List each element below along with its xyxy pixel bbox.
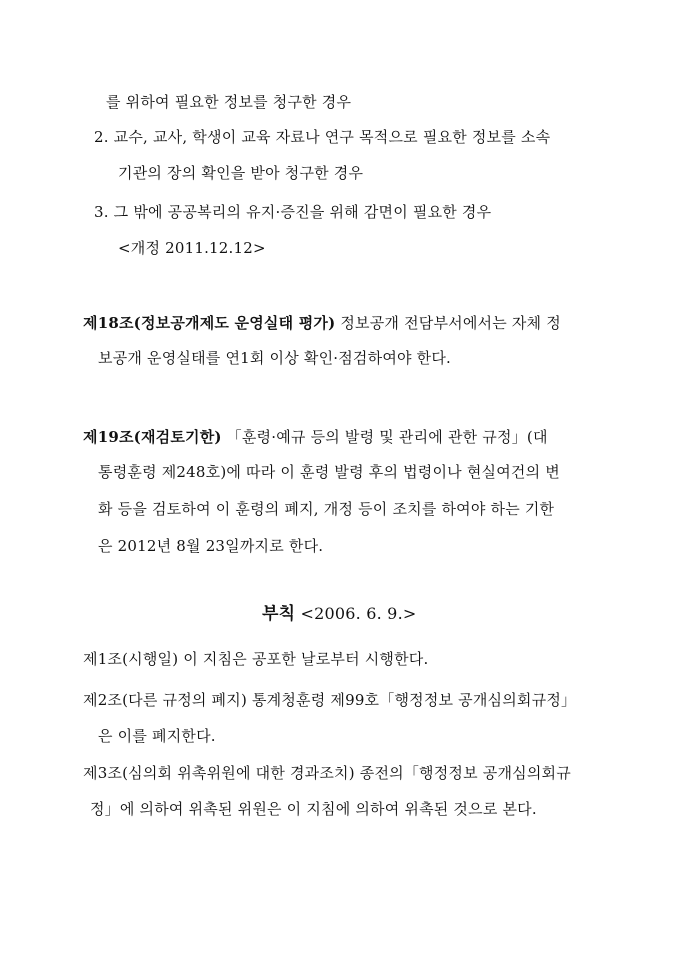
appendix-article-2: 제2조(다른 규정의 폐지) 통계청훈령 제99호「행정정보 공개심의회규정」 bbox=[83, 691, 577, 709]
article-18-text: 보공개 운영실태를 연1회 이상 확인·점검하여야 한다. bbox=[98, 349, 452, 367]
appendix-article-2-cont: 은 이를 폐지한다. bbox=[98, 727, 216, 745]
list-item-2: 2. 교수, 교사, 학생이 교육 자료나 연구 목적으로 필요한 정보를 소속 bbox=[94, 128, 551, 146]
appendix-article-3-cont: 정」에 의하여 위촉된 위원은 이 지침에 의하여 위촉된 것으로 본다. bbox=[90, 800, 537, 818]
article-18-text: 정보공개 전담부서에서는 자체 정 bbox=[335, 314, 561, 332]
text-line: 기관의 장의 확인을 받아 청구한 경우 bbox=[118, 164, 364, 182]
appendix-heading bbox=[262, 604, 416, 624]
amendment-note: <개정 2011.12.12> bbox=[118, 239, 266, 257]
article-19-text: 은 2012년 8월 23일까지로 한다. bbox=[98, 537, 324, 555]
list-item-3: 3. 그 밖에 공공복리의 유지·증진을 위해 감면이 필요한 경우 bbox=[94, 203, 492, 221]
appendix-title: 부칙 bbox=[262, 604, 296, 624]
appendix-date: <2006. 6. 9.> bbox=[295, 604, 417, 623]
article-18 bbox=[83, 313, 561, 333]
appendix-article-3: 제3조(심의회 위촉위원에 대한 경과조치) 종전의「행정정보 공개심의회규 bbox=[83, 764, 571, 782]
article-19 bbox=[83, 427, 548, 447]
appendix-article-1: 제1조(시행일) 이 지침은 공포한 날로부터 시행한다. bbox=[83, 650, 429, 668]
article-19-text: 화 등을 검토하여 이 훈령의 폐지, 개정 등이 조치를 하여야 하는 기한 bbox=[98, 500, 555, 518]
article-19-text: 통령훈령 제248호)에 따라 이 훈령 발령 후의 법령이나 현실여건의 변 bbox=[98, 463, 560, 481]
article-18-title: 제18조(정보공개제도 운영실태 평가) bbox=[83, 314, 336, 332]
article-19-title: 제19조(재검토기한) bbox=[83, 428, 222, 446]
article-19-text: 「훈령·예규 등의 발령 및 관리에 관한 규정」(대 bbox=[221, 428, 548, 446]
text-line: 를 위하여 필요한 정보를 청구한 경우 bbox=[106, 93, 352, 111]
